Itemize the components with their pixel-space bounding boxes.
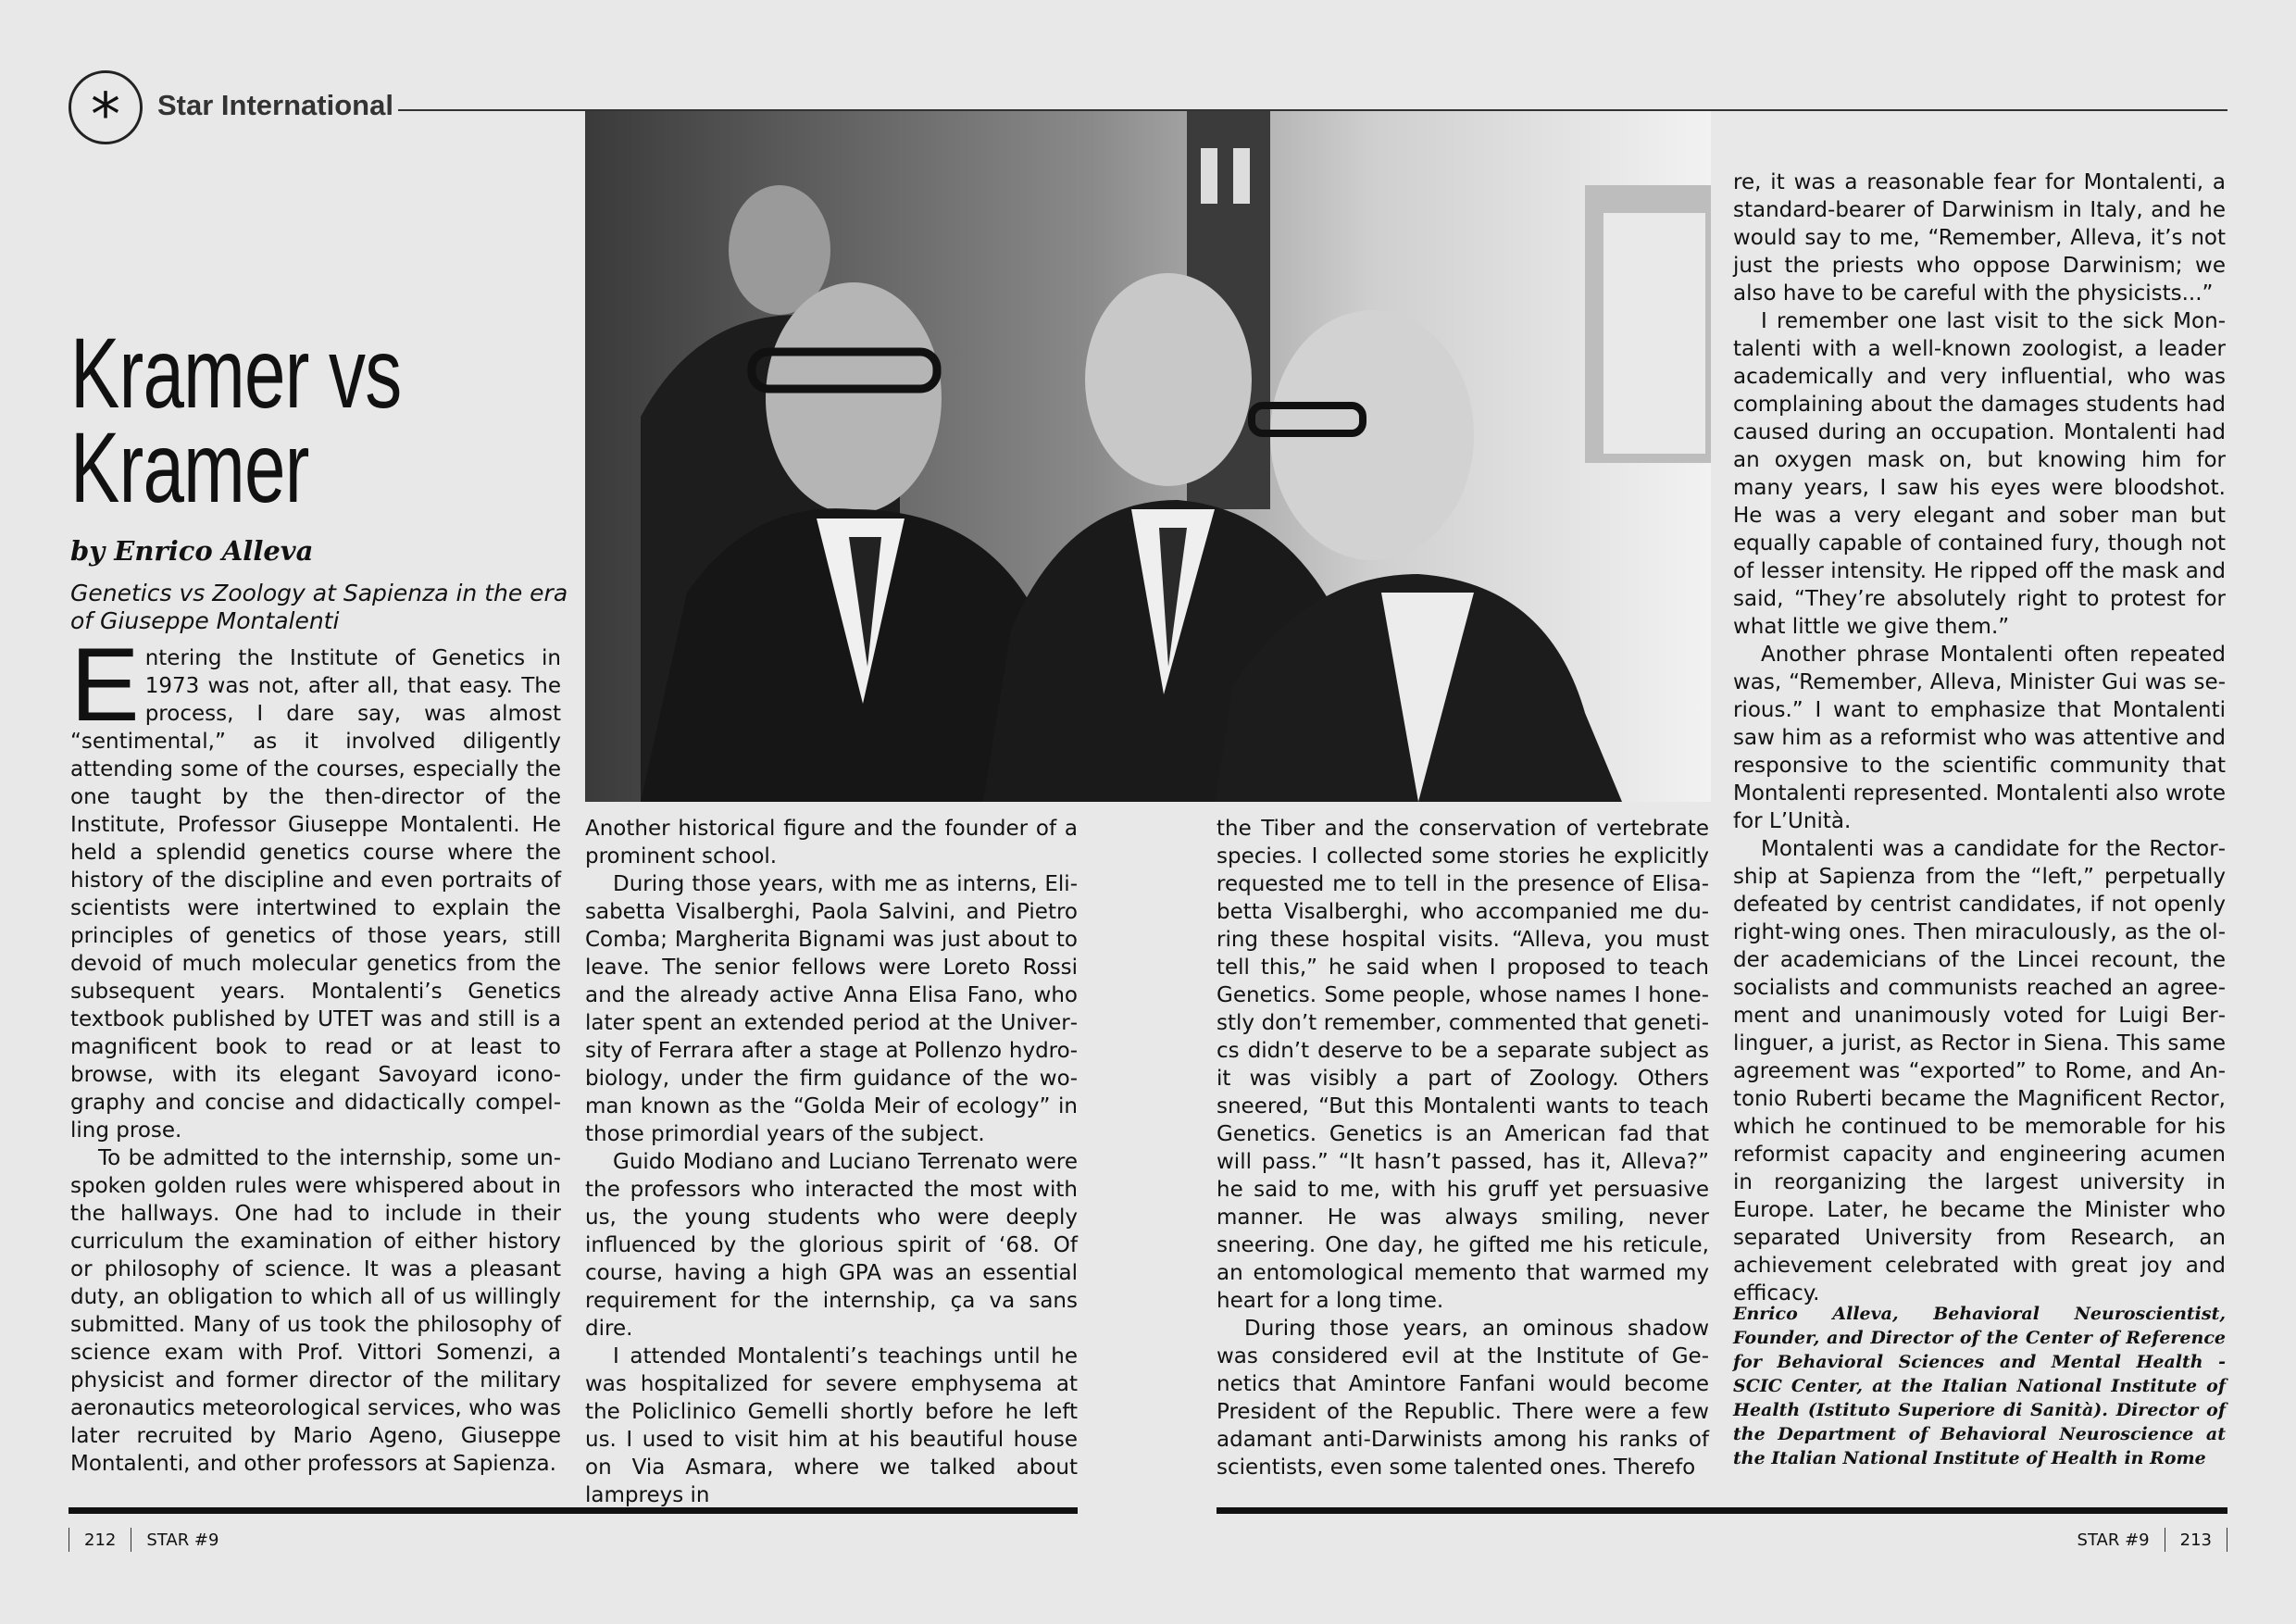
- page-number: 212: [84, 1530, 117, 1550]
- byline: by Enrico Alleva: [70, 535, 314, 567]
- historical-photo: [585, 111, 1711, 802]
- paragraph: I remember one last visit to the sick Montalenti with a well-known zoologist, a leader academically and very influential, who was complaining about the damages students had caused during an occupation. Montalenti had an oxygen mask on, but knowing him for many years, I saw his eyes were bloodshot. He was a very elegant and sober man but equally capable of contained fury, though not of lesser intensity. He ripped off the mask and said, “They’re absolutely right to protest for what little we give them.”: [1733, 309, 2226, 639]
- paragraph: Another phrase Montalenti often repeated was, “Remember, Alleva, Minister Gui was serious.” I want to emphasize that Montalenti saw him as a reformist who was attentive and responsive to the scientific community that Montalenti represented. Montalenti also wrote for L’Unità.: [1733, 643, 2226, 833]
- paragraph: the Tiber and the conservation of vertebrate species. I collected some stories he explicitly requested me to tell in the presence of Elisabetta Visalberghi, who accompanied me during these hospital visits. “Alleva, you must tell this,” he said when I proposed to teach Genetics. Some people, whose names I honestly don’t remember, commented that genetics didn’t deserve to be a separate subject as it was visibly a part of Zoology. Others sneered, “But this Montalenti wants to teach Genetics. Genetics is an American fad that will pass.” “It hasn’t passed, has it, Alleva?” he said to me, with his gruff yet persuasive manner. He was always smiling, never sneering. One day, he gifted me his reticule, an entomological memento that warmed my heart for a long time.: [1217, 817, 1709, 1313]
- footer-rule-left: [69, 1507, 1078, 1514]
- section-label: Star International: [157, 89, 393, 121]
- paragraph: I attended Montalenti’s teachings until he was hospitalized for severe emphysema at the Policlinico Gemelli shortly before he left us. I used to visit him at his beautiful house on Via Asmara, where we talked about lampreys in: [585, 1344, 1078, 1507]
- paragraph: Montalenti was a candidate for the Rectorship at Sapienza from the “left,” perpetually defeated by centrist candidates, if not openly right-wing ones. Then miraculously, as the older academicians of the Lincei recount, the socialists and communists reached an agreement and unanimously voted for Luigi Berlinguer, a jurist, as Rector in Siena. This same agreement was “exported” to Rome, and Antonio Ruberti became the Magnificent Rector, which he continued to be memorable for his reformist capacity and engineering acumen in reorganizing the largest university in Europe. Later, he became the Minister who separated University from Research, an achievement celebrated with great joy and efficacy.: [1733, 837, 2226, 1305]
- footer-rule-right: [1217, 1507, 2227, 1514]
- article-subtitle: Genetics vs Zoology at Sapienza in the era of Giuseppe Montalenti: [70, 580, 568, 634]
- asterisk-icon: *: [91, 81, 120, 150]
- column-4: [1733, 169, 2226, 1307]
- paragraph: Guido Modiano and Luciano Terrenato were the professors who interacted the most with us, the young students who were deeply influenced by the glorious spirit of ‘68. Of course, having a high GPA was an essential requirement for the internship, ça va sans dire.: [585, 1150, 1078, 1341]
- paragraph: During those years, with me as interns, Elisabetta Visalberghi, Paola Salvini, and Pietro Comba; Margherita Bignami was just about to leave. The senior fellows were Loreto Rossi and the already active Anna Elisa Fano, who later spent an extended period at the University of Ferrara after a stage at Pollenzo hydrobiology, under the firm guidance of the woman known as the “Golda Meir of ecology” in those primordial years of the subject.: [585, 872, 1078, 1146]
- issue-label: STAR #9: [2077, 1530, 2150, 1550]
- article-title: [70, 317, 454, 523]
- star-badge: [69, 70, 143, 150]
- title-line-1: Kramer vs: [70, 317, 402, 429]
- author-bio: Enrico Alleva, Behavioral Neuroscientist, Founder, and Director of the Center of Reference for Behavioral Sciences and Mental Health - SCIC Center, at the Italian National Institute of Health (Istituto Superiore di Sanità). Director of the Department of Behavioral Neuroscience at the Italian National Institute of Health in Rome: [1733, 1304, 2226, 1468]
- paragraph: ntering the Institute of Genetics in 1973 was not, after all, that easy. The process, I dare say, was almost “sentimental,” as it involved diligently attending some of the courses, especially the one taught by the then-director of the Institute, Professor Giuseppe Montalenti. He held a splendid genetics course where the history of the discipline and even portraits of scientists were intertwined to explain the principles of genetics of those years, still devoid of much molecular genetics from the subsequent years. Montalenti’s Genetics textbook published by UTET was and still is a magnificent book to read or at least to browse, with its elegant Savoyard iconography and concise and didactically compelling prose.: [70, 646, 561, 1143]
- paragraph: Another historical figure and the founder of a prominent school.: [585, 817, 1078, 868]
- page-number: 213: [2179, 1530, 2212, 1550]
- title-line-2: Kramer: [70, 411, 309, 523]
- paragraph: To be admitted to the internship, some unspoken golden rules were whispered about in the hallways. One had to include in their curriculum the examination of either history or philosophy of science. It was a pleasant duty, an obligation to which all of us willingly submitted. Many of us took the philosophy of science exam with Prof. Vittori Somenzi, a physicist and former director of the military aeronautics meteorological services, who was later recruited by Mario Ageno, Giuseppe Montalenti, and other professors at Sapienza.: [70, 1146, 561, 1476]
- drop-cap: E: [70, 627, 140, 743]
- footer-right: [2078, 1528, 2227, 1552]
- column-1: [70, 627, 561, 1478]
- paragraph: During those years, an ominous shadow was considered evil at the Institute of Genetics that Amintore Fanfani would become President of the Republic. There were a few adamant anti-Darwinists among his ranks of scientists, even some talented ones. Therefo: [1217, 1317, 1709, 1480]
- paragraph: re, it was a reasonable fear for Montalenti, a standard-bearer of Darwinism in Italy, and he would say to me, “Remember, Alleva, it’s not just the priests who oppose Darwinism; we also have to be careful with the physicists...”: [1733, 170, 2226, 306]
- photo-illustration: [585, 111, 1711, 802]
- column-3: [1217, 815, 1709, 1481]
- footer-left: [69, 1528, 218, 1552]
- column-2: [585, 815, 1078, 1509]
- issue-label: STAR #9: [146, 1530, 219, 1550]
